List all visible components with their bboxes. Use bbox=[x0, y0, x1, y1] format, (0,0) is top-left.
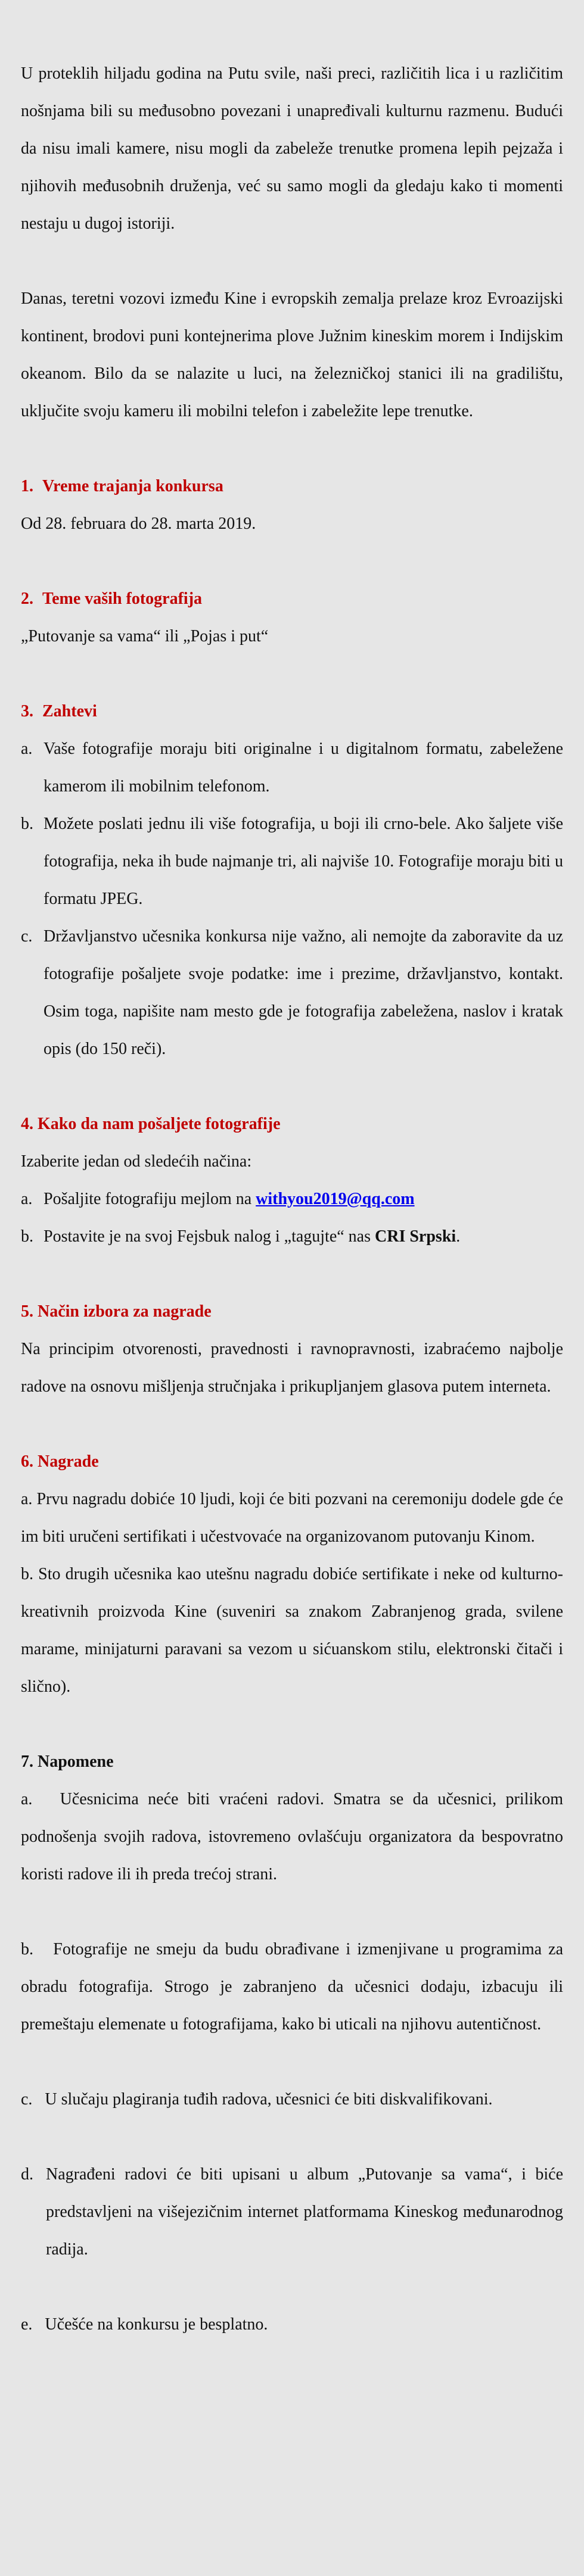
section-4-lead: Izaberite jedan od sledećih načina: bbox=[21, 1152, 252, 1171]
section-7-heading: 7. Napomene bbox=[21, 1752, 114, 1771]
requirement-item: b. Možete poslati jednu ili više fotografija, u boji ili crno-bele. Ako šaljete više fotografija, neka ih bude najmanje tri, ali najviše 10. Fotografije moraju biti u formatu JPEG. bbox=[21, 815, 563, 908]
send-option-email: a. Pošaljite fotografiju mejlom na withyou2019@qq.com bbox=[21, 1190, 415, 1208]
section-4-heading: 4. Kako da nam pošaljete fotografije bbox=[21, 1115, 281, 1133]
article bbox=[21, 0, 567, 2343]
section-2-text: „Putovanje sa vama“ ili „Pojas i put“ bbox=[21, 627, 269, 645]
intro-paragraph-2: Danas, teretni vozovi između Kine i evropskih zemalja prelaze kroz Evroazijski kontinent, brodovi puni kontejnerima plove Južnim kineskim morem i Indijskim okeanom. Bilo da se nalazite u luci, na železničkoj stanici ili na gradilištu, uključite svoju kameru ili mobilni telefon i zabeležite lepe trenutke. bbox=[21, 289, 563, 420]
prize-b-text: b. Sto drugih učesnika kao utešnu nagradu dobiće sertifikate i neke od kulturno-kreativnih proizvoda Kine (suveniri sa znakom Zabranjenog grada, svilene marame, minijaturni paravani sa vezom u sićuanskom stilu, elektronski čitači i slično). bbox=[21, 1565, 563, 1696]
requirement-item: a. Vaše fotografije moraju biti originalne i u digitalnom formatu, zabeležene kamerom ili mobilnim telefonom. bbox=[21, 740, 563, 796]
note-c-text: c. U slučaju plagiranja tuđih radova, učesnici će biti diskvalifikovani. bbox=[21, 2090, 493, 2109]
section-5-text: Na principim otvorenosti, pravednosti i ravnopravnosti, izabraćemo najbolje radove na osnovu mišljenja stručnjaka i prikupljanjem glasova putem interneta. bbox=[21, 1340, 563, 1396]
email-link[interactable]: withyou2019@qq.com bbox=[256, 1190, 415, 1208]
send-option-facebook: b. Postavite je na svoj Fejsbuk nalog i „tagujte“ nas CRI Srpski. bbox=[21, 1227, 461, 1246]
prize-a-text: a. Prvu nagradu dobiće 10 ljudi, koji će biti pozvani na ceremoniju dodele gde će im biti uručeni sertifikati i učestvovaće na organizovanom putovanju Kinom. bbox=[21, 1490, 563, 1546]
section-1-text: Od 28. februara do 28. marta 2019. bbox=[21, 514, 256, 533]
intro-paragraph-1: U proteklih hiljadu godina na Putu svile, naši preci, različitih lica i u različitim nošnjama bili su međusobno povezani i unapređivali kulturnu razmenu. Budući da nisu imali kamere, nisu mogli da zabeleže trenutke promena lepih pejzaža i njihovih međusobnih druženja, već su samo mogli da gledaju kako ti momenti nestaju u dugoj istoriji. bbox=[21, 64, 563, 233]
cri-srpski-label: CRI Srpski bbox=[375, 1227, 456, 1246]
note-a-text: a. Učesnicima neće biti vraćeni radovi. Smatra se da učesnici, prilikom podnošenja svojih radova, istovremeno ovlašćuju organizatora da bespovratno koristi radove ili ih preda trećoj strani. bbox=[21, 1790, 567, 1883]
section-2-heading: 2. Teme vaših fotografija bbox=[21, 590, 203, 608]
section-3-heading: 3. Zahtevi bbox=[21, 702, 97, 721]
note-d-item: d. Nagrađeni radovi će biti upisani u album „Putovanje sa vama“, i biće predstavljeni na višejezičnim internet platformama Kineskog međunarodnog radija. bbox=[21, 2165, 563, 2259]
note-e-text: e. Učešće na konkursu je besplatno. bbox=[21, 2315, 268, 2334]
note-b-text: b. Fotografije ne smeju da budu obrađivane i izmenjivane u programima za obradu fotografija. Strogo je zabranjeno da učesnici dodaju, izbacuju ili premeštaju elemenate u fotografijama, kako bi uticali na njihovu autentičnost. bbox=[21, 1940, 567, 2034]
section-5-heading: 5. Način izbora za nagrade bbox=[21, 1302, 212, 1321]
section-1-heading: 1. Vreme trajanja konkursa bbox=[21, 477, 223, 495]
requirement-item: c. Državljanstvo učesnika konkursa nije važno, ali nemojte da zaboravite da uz fotografije pošaljete svoje podatke: ime i prezime, državljanstvo, kontakt. Osim toga, napišite nam mesto gde je fotografija zabeležena, naslov i kratak opis (do 150 reči). bbox=[21, 927, 563, 1058]
section-6-heading: 6. Nagrade bbox=[21, 1452, 99, 1471]
